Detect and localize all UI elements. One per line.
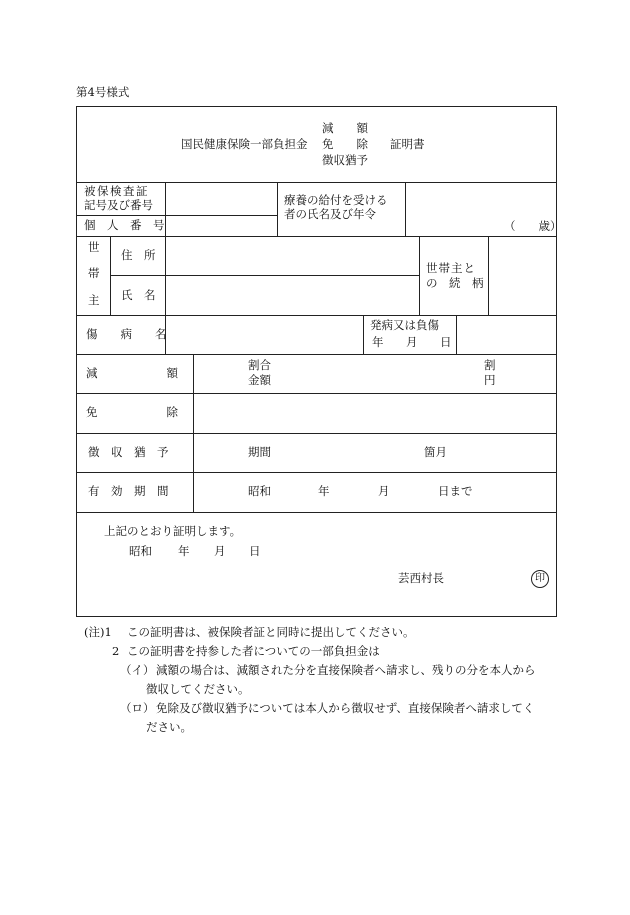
title-prefix: 国民健康保険一部負担金 [181,137,308,151]
note-2-text: この証明書を持参した者についての一部負担金は [127,644,380,658]
recipient-label-1: 療養の給付を受ける [284,193,388,207]
title-option-reduction: 減 額 [322,121,368,135]
onset-year-unit: 年 [372,335,384,349]
note-b-text-1: 免除及び徴収猶予については本人から徴収せず、直接保険者へ請求してく [156,701,535,715]
cert-date-month-unit: 月 [214,544,226,558]
note-b-label: （ロ） [120,701,155,715]
reduction-ratio-label: 割合 [248,358,271,372]
onset-day-unit: 日 [440,335,452,349]
insurance-card-label-1: 被保検査証 [84,184,149,198]
amount-unit: 円 [484,373,496,387]
reduction-label: 減 額 [86,366,178,380]
period-label: 期間 [248,445,271,459]
note-2-label: 2 [112,644,120,658]
title-option-exemption: 免 除 [322,137,368,151]
exemption-label: 免 除 [86,405,178,419]
title-suffix: 証明書 [390,137,425,151]
relation-label-2: の 続 柄 [426,276,484,290]
disease-name-label: 傷 病 名 [86,327,167,341]
household-head-char-1: 世 [88,240,100,254]
note-1-label: (注)1 [84,625,112,639]
deferral-label: 徴 収 猶 予 [88,445,169,459]
recipient-label-2: 者の氏名及び年令 [284,207,376,221]
validity-day-unit: 日まで [438,484,473,498]
insurance-card-label-2: 記号及び番号 [84,198,153,212]
relation-label-1: 世帯主と [426,261,476,275]
onset-label: 発病又は負傷 [370,318,439,332]
cert-date-day-unit: 日 [249,544,261,558]
note-a-text-2: 徴収してください。 [146,682,250,696]
validity-month-unit: 月 [378,484,390,498]
ratio-unit: 割 [484,358,496,372]
seal-mark: 印 [531,570,549,588]
household-head-char-3: 主 [88,293,100,307]
issuer: 芸西村長 [398,571,444,585]
title-option-deferral: 徴収猶予 [322,153,368,167]
months-unit: 箇月 [424,445,447,459]
onset-month-unit: 月 [406,335,418,349]
cert-date-year-unit: 年 [178,544,190,558]
note-1-text: この証明書は、被保険者証と同時に提出してください。 [127,625,415,639]
reduction-amount-label: 金額 [248,373,271,387]
age-label: （ 歳） [504,219,562,233]
personal-number-label: 個 人 番 号 [84,218,165,232]
form-number: 第4号様式 [76,85,130,99]
address-label: 住 所 [121,248,156,262]
household-head-char-2: 帯 [88,266,100,280]
validity-era: 昭和 [248,484,271,498]
name-label: 氏 名 [121,288,156,302]
validity-year-unit: 年 [318,484,330,498]
certification-statement: 上記のとおり証明します。 [104,524,242,538]
cert-date-era: 昭和 [129,544,152,558]
note-a-text-1: 減額の場合は、減額された分を直接保険者へ請求し、残りの分を本人から [156,663,536,677]
validity-label: 有 効 期 間 [88,484,169,498]
note-b-text-2: ださい。 [146,720,192,734]
note-a-label: （イ） [120,663,155,677]
